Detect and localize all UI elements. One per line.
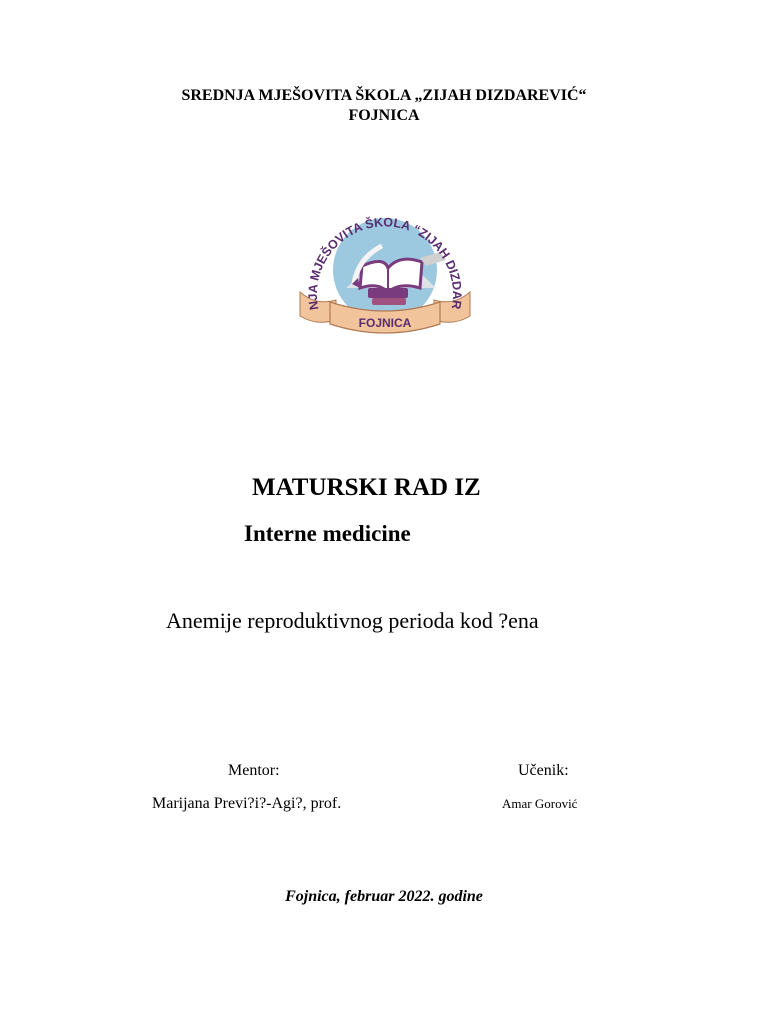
logo-arc-text: NJA MJEŠOVITA ŠKOLA “ZIJAH DIZDAR <box>305 215 465 311</box>
mentor-name: Marijana Previ?i?-Agi?, prof. <box>152 795 342 812</box>
thesis-topic: Anemije reproduktivnog perioda kod ?ena <box>166 608 539 633</box>
place-date: Fojnica, februar 2022. godine <box>285 888 483 905</box>
school-name-line2: FOJNICA <box>348 107 420 124</box>
thesis-subject: Interne medicine <box>244 521 411 546</box>
thesis-title: MATURSKI RAD IZ <box>252 474 481 501</box>
logo-ribbon-text: FOJNICA <box>358 316 412 330</box>
logo-book <box>360 259 422 292</box>
logo-books-stack <box>368 288 408 298</box>
student-label: Učenik: <box>518 762 569 779</box>
mentor-label: Mentor: <box>228 762 280 779</box>
student-name: Amar Gorović <box>502 796 578 811</box>
school-name-line1: SREDNJA MJEŠOVITA ŠKOLA „ZIJAH DIZDAREVIĆ“ <box>181 87 587 104</box>
school-logo <box>296 188 474 340</box>
